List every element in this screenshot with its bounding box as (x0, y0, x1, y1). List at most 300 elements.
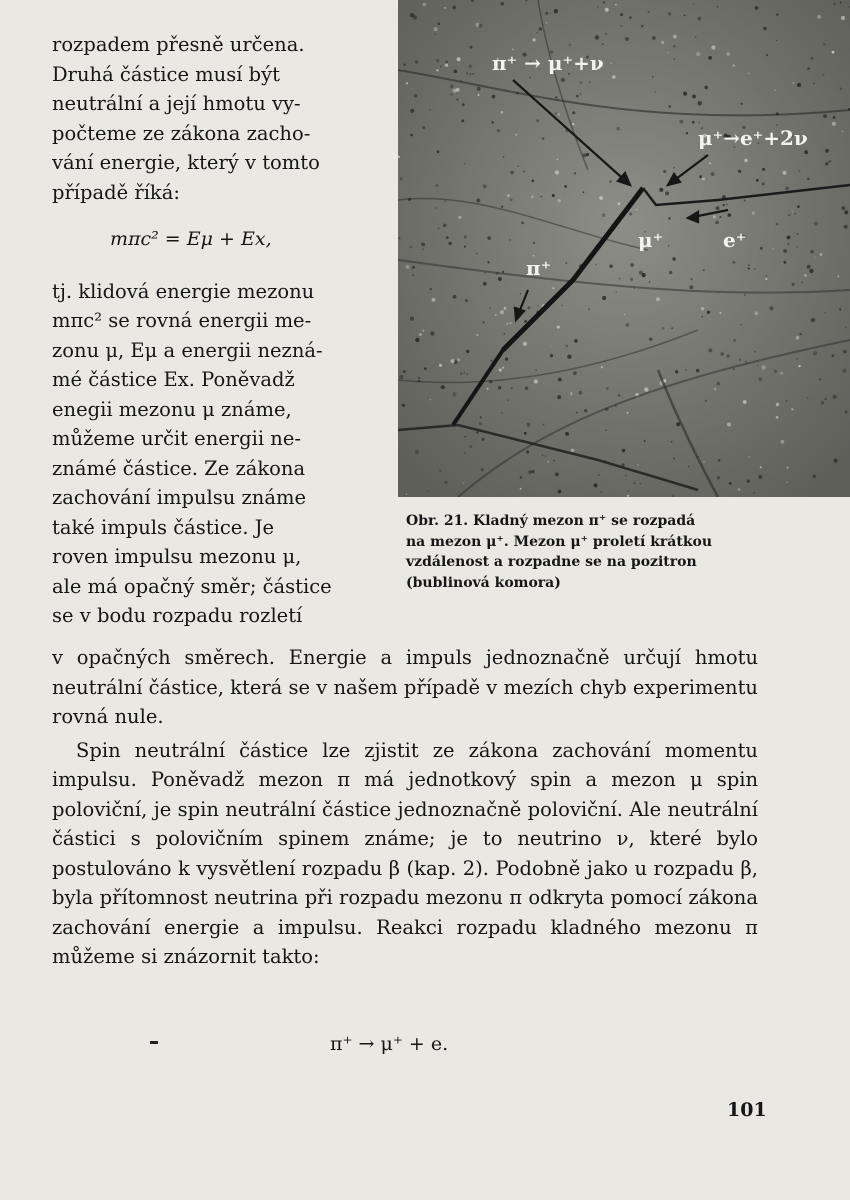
bubble-dot (782, 171, 786, 175)
bubble-dot (535, 369, 537, 371)
bubble-dot (574, 172, 576, 174)
bubble-dot (787, 243, 789, 245)
bubble-dot (703, 269, 705, 271)
text-line: se v bodu rozpadu rozletí (52, 604, 303, 627)
bubble-dot (748, 264, 750, 266)
bubble-dot (611, 63, 612, 64)
bubble-dot (526, 451, 529, 454)
bubble-dot (507, 194, 509, 196)
bubble-dot (832, 355, 835, 358)
bubble-dot (529, 77, 531, 79)
bubble-dot (618, 394, 621, 397)
bubble-dot (717, 6, 719, 8)
bubble-dot (760, 247, 763, 250)
bubble-dot (584, 409, 587, 412)
energy-equation: mπc² = Eμ + Ex, (110, 228, 272, 250)
bubble-dot (404, 64, 406, 66)
bubble-dot (400, 177, 403, 180)
bubble-dot (487, 388, 489, 390)
bubble-dot (690, 278, 692, 280)
bubble-dot (463, 372, 465, 374)
bubble-dot (741, 103, 743, 105)
bubble-dot (435, 33, 437, 35)
bubble-dot (445, 63, 448, 66)
bubble-dot (641, 25, 644, 28)
bubble-dot (438, 22, 441, 25)
caption-line: na mezon μ⁺. Mezon μ⁺ proletí krátkou (406, 533, 713, 550)
print-mark (150, 1041, 158, 1044)
bubble-dot (476, 431, 478, 433)
bubble-dot (755, 6, 759, 10)
bubble-dot (698, 17, 702, 21)
bubble-dot (675, 370, 678, 373)
bubble-dot (479, 422, 482, 425)
bubble-dot (766, 54, 768, 56)
bubble-dot (441, 385, 445, 389)
bubble-dot (762, 365, 766, 369)
bubble-dot (406, 82, 408, 84)
bubble-dot (839, 308, 841, 310)
bubble-dot (487, 236, 491, 240)
bubble-dot (603, 1, 606, 4)
bubble-dot (552, 194, 555, 197)
bubble-dot (605, 8, 609, 12)
bubble-dot (424, 367, 427, 370)
bubble-dot (498, 277, 502, 281)
bubble-dot (476, 334, 478, 336)
bubble-dot (783, 261, 786, 264)
bubble-dot (429, 109, 431, 111)
bubble-dot (833, 3, 836, 6)
text-line: Druhá částice musí být (52, 62, 281, 86)
bubble-dot (774, 89, 776, 91)
text-line: známé částice. Ze zákona (52, 456, 306, 480)
text-line: tj. klidová energie mezonu (52, 279, 315, 303)
bubble-dot (758, 378, 762, 382)
bubble-dot (832, 122, 836, 126)
bubble-dot (451, 359, 455, 363)
bubble-dot (713, 215, 716, 218)
bubble-dot (478, 94, 480, 96)
bubble-dot (489, 308, 491, 310)
bubble-dot (688, 466, 689, 467)
bubble-dot (747, 480, 750, 483)
text-line: počteme ze zákona zacho- (52, 121, 311, 145)
text-line: neutrální a její hmotu vy- (52, 92, 301, 115)
bubble-dot (817, 15, 821, 19)
bubble-dot (844, 210, 848, 214)
bubble-dot (616, 127, 620, 131)
bubble-dot (612, 75, 616, 79)
bubble-dot (798, 365, 800, 367)
bubble-dot (476, 199, 480, 203)
bubble-dot (702, 178, 705, 181)
bubble-dot (833, 116, 836, 119)
bubble-dot (501, 412, 503, 414)
bubble-dot (480, 416, 482, 418)
bubble-dot (738, 488, 741, 491)
bubble-dot (787, 467, 789, 469)
bubble-dot (463, 483, 464, 484)
bubble-dot (531, 470, 534, 473)
bubble-dot (555, 112, 557, 114)
bubble-dot (795, 213, 796, 214)
bubble-dot (601, 491, 603, 493)
bubble-dot (609, 180, 612, 183)
bubble-dot (693, 3, 694, 4)
bubble-dot (464, 163, 466, 165)
bubble-dot (410, 317, 414, 321)
text-line: zachování impulsu známe (52, 486, 307, 509)
bubble-dot (845, 411, 848, 414)
bubble-dot (810, 250, 814, 254)
narrow-text-column (52, 30, 372, 631)
bubble-dot (512, 49, 513, 50)
bubble-dot (786, 400, 787, 401)
bubble-dot (776, 403, 779, 406)
bubble-dot (605, 430, 607, 432)
bubble-dot (809, 269, 813, 273)
figure-caption (406, 511, 761, 593)
bubble-dot (492, 95, 496, 99)
bubble-dot (763, 27, 767, 31)
bubble-dot (501, 2, 504, 5)
bubble-dot (436, 69, 438, 71)
bubble-dot (558, 113, 560, 115)
bubble-dot (733, 65, 735, 67)
bubble-dot (487, 261, 489, 263)
bubble-dot (781, 440, 785, 444)
bubble-dot (717, 476, 720, 479)
bubble-dot (672, 257, 675, 260)
bubble-dot (797, 233, 799, 235)
bubble-dot (580, 93, 582, 95)
bubble-dot (542, 137, 545, 140)
bubble-dot (719, 312, 721, 314)
bubble-dot (595, 264, 597, 266)
bubble-dot (726, 52, 730, 56)
bubble-dot (438, 227, 440, 229)
bubble-dot (450, 85, 454, 89)
bubble-dot (671, 441, 673, 443)
bubble-dot (825, 162, 828, 165)
bubble-dot (523, 171, 525, 173)
bubble-dot (796, 358, 797, 359)
bubble-dot (595, 35, 599, 39)
bubble-dot (692, 121, 695, 124)
bubble-dot (825, 312, 826, 313)
bubble-dot (558, 378, 562, 382)
bubble-dot (673, 45, 676, 48)
bubble-dot (561, 305, 562, 306)
bubble-dot (685, 369, 687, 371)
bubble-dot (477, 87, 481, 91)
bubble-dot (627, 495, 629, 497)
bubble-dot (483, 282, 487, 286)
bubble-dot (453, 295, 457, 299)
pion-decay-label: π⁺ → μ⁺+ν (492, 51, 604, 75)
bubble-dot (841, 206, 845, 210)
bubble-dot (727, 354, 730, 357)
bubble-dot (754, 268, 756, 270)
bubble-dot (841, 16, 845, 20)
bubble-dot (403, 370, 406, 373)
bubble-dot (796, 336, 800, 340)
bubble-dot (505, 358, 508, 361)
bubble-dot (469, 73, 471, 75)
bubble-dot (602, 296, 606, 300)
bubble-dot (568, 44, 571, 47)
bubble-dot (624, 314, 626, 316)
bubble-dot (511, 387, 513, 389)
bubble-dot (804, 150, 808, 154)
bubble-dot (458, 216, 461, 219)
bubble-dot (464, 452, 466, 454)
bubble-chamber-tracks (398, 0, 850, 497)
bubble-dot (625, 475, 627, 477)
full-width-text (52, 643, 758, 972)
bubble-dot (501, 111, 504, 114)
bubble-dot (774, 370, 777, 373)
bubble-dot (756, 179, 759, 182)
bubble-dot (748, 73, 750, 75)
bubble-dot (661, 41, 664, 44)
bubble-dot (470, 46, 473, 49)
muon-decay-label: μ⁺→e⁺+2ν (698, 126, 808, 150)
bubble-dot (546, 12, 549, 15)
bubble-dot (504, 307, 507, 310)
bubble-dot (462, 103, 465, 106)
bubble-dot (656, 297, 660, 301)
bubble-dot (799, 333, 801, 335)
text-line: zonu μ, Eμ a energii nezná- (52, 338, 323, 362)
text-line: případě říká: (52, 180, 180, 204)
bubble-dot (509, 239, 510, 240)
bubble-dot (539, 27, 542, 30)
bubble-dot (844, 225, 848, 229)
bubble-dot (707, 311, 710, 314)
bubble-dot (564, 185, 567, 188)
bubble-dot (598, 474, 600, 476)
bubble-dot (801, 282, 802, 283)
bubble-dot (479, 24, 483, 28)
bubble-dot (769, 306, 773, 310)
bubble-dot (503, 333, 505, 335)
bubble-dot (515, 134, 517, 136)
bubble-dot (466, 373, 468, 375)
bubble-dot (668, 245, 670, 247)
bubble-dot (704, 154, 705, 155)
bubble-dot (555, 473, 559, 477)
bubble-dot (629, 212, 632, 215)
bubble-dot (524, 432, 527, 435)
bubble-dot (434, 27, 438, 31)
bubble-dot (627, 412, 629, 414)
bubble-dot (792, 283, 795, 286)
bubble-dot (636, 209, 638, 211)
bubble-dot (754, 351, 756, 353)
bubble-dot (552, 287, 554, 289)
bubble-dot (418, 377, 420, 379)
bubble-dot (457, 358, 460, 361)
bubble-dot (572, 111, 575, 114)
bubble-dot (583, 191, 585, 193)
bubble-dot (762, 168, 765, 171)
caption-line: (bublinová komora) (406, 574, 561, 591)
bubble-dot (711, 172, 715, 176)
bubble-dot (807, 265, 811, 269)
bubble-dot (668, 217, 670, 219)
pion-label: π⁺ (526, 256, 552, 280)
bubble-dot (448, 242, 451, 245)
bubble-dot (783, 249, 787, 253)
bubble-dot (696, 369, 700, 373)
bubble-dot (435, 184, 438, 187)
bubble-dot (615, 4, 617, 6)
bubble-dot (454, 70, 458, 74)
bubble-dot (506, 323, 508, 325)
bubble-dot (811, 318, 815, 322)
bubble-dot (728, 213, 732, 217)
bubble-dot (786, 482, 788, 484)
bubble-dot (510, 171, 514, 175)
bubble-dot (744, 294, 746, 296)
bubble-dot (840, 2, 842, 4)
bubble-dot (402, 404, 405, 407)
bubble-dot (622, 449, 625, 452)
bubble-dot (533, 242, 535, 244)
bubble-dot (444, 7, 446, 9)
bubble-dot (437, 150, 440, 153)
bubble-dot (814, 222, 818, 226)
bubble-dot (541, 196, 543, 198)
bubble-dot (510, 322, 512, 324)
bubble-dot (776, 223, 779, 226)
bubble-dot (502, 367, 504, 369)
bubble-dot (696, 52, 700, 56)
bubble-dot (410, 134, 413, 137)
bubble-dot (503, 156, 505, 158)
bubble-dot (843, 350, 846, 353)
bubble-dot (414, 94, 418, 98)
bubble-dot (626, 323, 629, 326)
bubble-dot (662, 327, 665, 330)
bubble-dot (698, 122, 700, 124)
positron-label: e⁺ (723, 228, 747, 252)
bubble-dot (757, 365, 758, 366)
bubble-dot (618, 202, 621, 205)
bubble-dot (804, 274, 807, 277)
bubble-dot (793, 83, 794, 84)
bubble-dot (466, 72, 468, 74)
bubble-dot (531, 196, 534, 199)
bubble-dot (842, 369, 846, 373)
bubble-dot (629, 16, 631, 18)
bubble-dot (698, 101, 702, 105)
bubble-dot (500, 310, 504, 314)
bubble-dot (630, 263, 634, 267)
bubble-dot (692, 95, 696, 99)
bubble-dot (729, 482, 732, 485)
bubble-dot (776, 416, 779, 419)
bubble-dot (799, 170, 801, 172)
bubble-dot (744, 200, 746, 202)
bubble-dot (398, 237, 400, 239)
bubble-dot (436, 207, 437, 208)
bubble-dot (711, 45, 715, 49)
bubble-dot (792, 211, 793, 212)
bubble-dot (550, 354, 553, 357)
bubble-dot (410, 246, 413, 249)
bubble-dot (822, 74, 824, 76)
bubble-dot (726, 204, 728, 206)
bubble-dot (605, 33, 607, 35)
bubble-dot (619, 278, 621, 280)
bubble-dot (574, 339, 578, 343)
bubble-dot (683, 92, 687, 96)
bubble-dot (673, 35, 677, 39)
bubble-dot (772, 248, 774, 250)
bubble-dot (714, 388, 716, 390)
bubble-dot (565, 262, 567, 264)
bubble-dot (572, 123, 574, 125)
bubble-dot (415, 60, 418, 63)
bubble-dot (766, 275, 767, 276)
bubble-dot (588, 308, 590, 310)
bubble-dot (520, 293, 521, 294)
bubble-dot (753, 492, 755, 494)
text-line: vání energie, který v tomto (52, 151, 320, 174)
bubble-dot (797, 83, 801, 87)
bubble-dot (733, 368, 735, 370)
bubble-dot (754, 311, 758, 315)
bubble-dot (406, 265, 410, 269)
bubble-dot (673, 58, 675, 60)
bubble-dot (699, 175, 702, 178)
bubble-dot (436, 59, 440, 63)
bubble-dot (415, 450, 419, 454)
bubble-dot (716, 206, 720, 210)
bubble-dot (507, 399, 509, 401)
bubble-dot (413, 15, 417, 19)
bubble-dot (752, 211, 755, 214)
bubble-dot (748, 267, 750, 269)
bubble-dot (649, 281, 651, 283)
bubble-dot (466, 350, 469, 353)
bubble-dot (649, 338, 652, 341)
bubble-dot (444, 200, 446, 202)
bubble-dot (457, 57, 461, 61)
bubble-dot (430, 399, 432, 401)
bubble-dot (668, 12, 671, 15)
bubble-dot (703, 461, 705, 463)
bubble-dot (571, 449, 574, 452)
bubble-dot (490, 360, 492, 362)
bubble-dot (534, 380, 538, 384)
bubble-dot (834, 459, 838, 463)
bubble-dot (452, 6, 456, 10)
bubble-dot (465, 299, 468, 302)
bubble-dot (684, 15, 686, 17)
bubble-dot (555, 96, 557, 98)
bubble-dot (659, 188, 663, 192)
bubble-dot (758, 475, 762, 479)
bubble-dot (620, 13, 623, 16)
bubble-dot (733, 261, 736, 264)
bubble-dot (689, 285, 693, 289)
bubble-dot (521, 222, 524, 225)
bubble-dot (642, 273, 646, 277)
